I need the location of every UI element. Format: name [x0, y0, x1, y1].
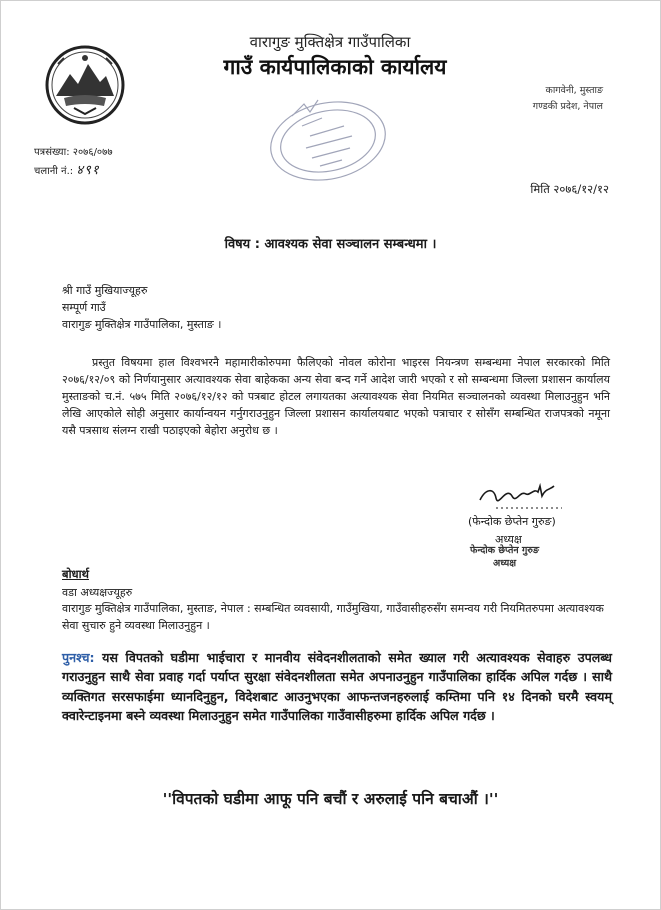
postscript-text: यस विपतको घडीमा भाईचारा र मानवीय संवेदनशीलताको समेत ख्याल गरी अत्यावश्यक सेवाहरु उपलब्ध गराउनुहुन साथै सेवा प्रवाह गर्दा पर्याप्त सुरक्षा संवेदनशीलता समेत अपनाउनुहुन गाउँपालिका हार्दिक अपिल गर्दछ । साथै व्यक्तिगत सरसफाईमा ध्यानदिनुहुन, विदेशबाट आउनुभएका आफन्तजनहरुलाई कम्तिमा पनि १४ दिनको घरमै स्वयम् क्वारेन्टाइनमा बस्ने व्यवस्था मिलाउनुहुन समेत गाउँपालिका गाउँवासीहरुमा हार्दिक अपिल गर्दछ । [62, 650, 612, 723]
postscript [62, 648, 612, 725]
postscript-label: पुनश्च: [62, 650, 95, 665]
letter-number-label: पत्रसंख्या: [34, 147, 70, 158]
slogan: ''विपतको घडीमा आफू पनि बचौं र अरुलाई पनि बचाऔं ।'' [162, 790, 499, 808]
municipality-name: वारागुङ मुक्तिक्षेत्र गाउँपालिका [249, 33, 411, 51]
dispatch-number-label: चलानी नं.: [34, 166, 74, 177]
address-line-2: गण्डकी प्रदेश, नेपाल [532, 101, 603, 112]
cc-heading: बोधार्थ [62, 567, 89, 581]
letter-number-value: २०७६/०७७ [72, 147, 113, 158]
signatory-name: (फेन्दोक छेप्तेन गुरुङ) [468, 515, 556, 528]
signature-icon [476, 478, 566, 516]
office-title: गाउँ कार्यपालिकाको कार्यालय [223, 55, 447, 79]
subject-line: विषय : आवश्यक सेवा सञ्चालन सम्बन्धमा । [224, 237, 437, 252]
letter-number [34, 144, 113, 158]
address-line-1: कागवेनी, मुस्ताङ [545, 85, 603, 96]
recipient-line-2: सम्पूर्ण गाउँ [62, 301, 106, 314]
letter-body [62, 354, 610, 439]
recipient-line-3: वारागुङ मुक्तिक्षेत्र गाउँपालिका, मुस्ताङ । [62, 318, 222, 331]
signatory-stamp [470, 544, 539, 570]
signatory-stamp-name: फेन्दोक छेप्तेन गुरुङ [470, 545, 540, 556]
letter-body-text: प्रस्तुत विषयमा हाल विश्वभरनै महामारीकोरुपमा फैलिएको नोवल कोरोना भाइरस नियन्त्रण सम्बन्धमा नेपाल सरकारको मिति २०७६/१२/०९ को निर्णयानुसार अत्यावश्यक सेवा बाहेकका अन्य सेवा बन्द गर्ने आदेश जारी भएको र सो सम्बन्धमा जिल्ला प्रशासन कार्यालय मुस्ताङको च.नं. ५७५ मिति २०७६/१२/१२ को पत्रबाट होटल लगायतका अत्यावश्यक सेवा नियमित सञ्चालनको व्यवस्था मिलाउनुहुन भनि लेखि आएकोले सोही अनुसार कार्यान्वयन गर्नुगराउनुहुन जिल्ला प्रशासन कार्यालयबाट भएको पत्राचार र सोसँग सम्बन्धित राजपत्रको नमूना यसै पत्रसाथ संलग्न राखी पठाइएको बेहोरा अनुरोध छ । [62, 356, 610, 437]
dispatch-number-value: ४९१ [76, 163, 100, 178]
office-stamp-icon [262, 96, 394, 186]
signatory-stamp-title: अध्यक्ष [492, 558, 517, 569]
cc-line-2: वारागुङ मुक्तिक्षेत्र गाउँपालिका, मुस्ताङ, नेपाल : सम्बन्धित व्यवसायी, गाउँमुखिया, गाउँवासीहरुसँग समन्वय गरी नियमितरुपमा अत्यावश्यक सेवा सुचारु हुने व्यवस्था मिलाउनुहुन । [62, 602, 604, 632]
cc-line-1: वडा अध्यक्षज्यूहरु [62, 586, 133, 599]
signatory-title: अध्यक्ष [495, 533, 522, 546]
recipient-line-1: श्री गाउँ मुखियाज्यूहरु [62, 284, 148, 297]
dispatch-number [34, 160, 100, 178]
government-emblem-icon [44, 44, 126, 126]
letter-date: मिति २०७६/१२/१२ [530, 182, 609, 196]
